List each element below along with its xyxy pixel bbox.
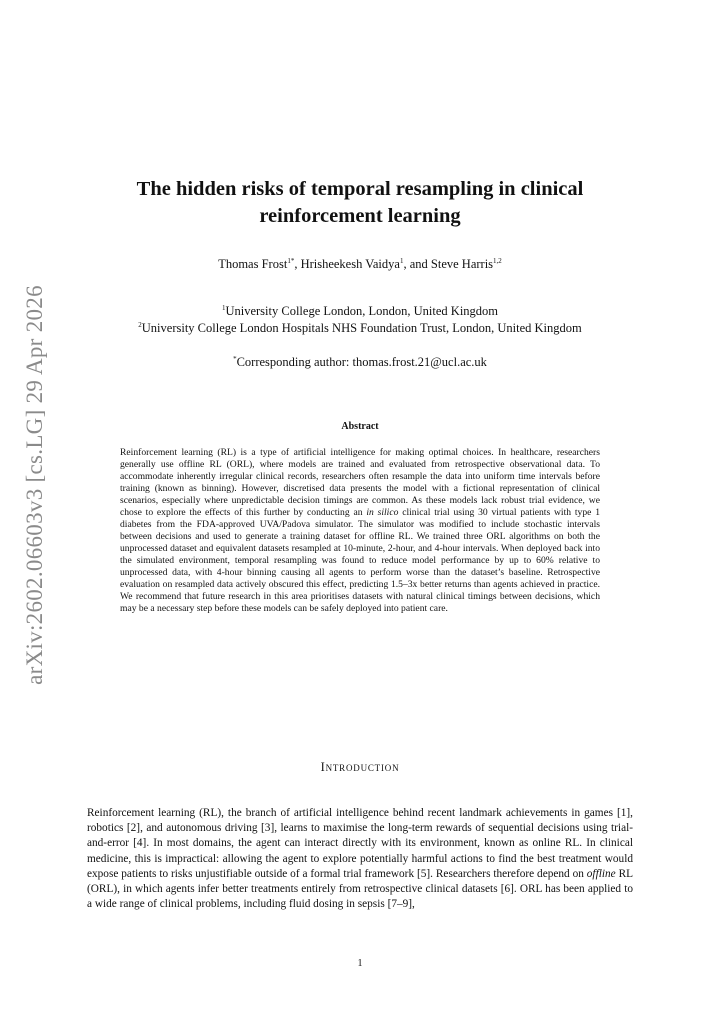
author-list [0, 256, 720, 272]
abstract-text: clinical trial using 30 virtual patients with type 1 diabetes from the FDA-approved UVA/Padova simulator. The simulator was modified to include stochastic intervals between decisions and used to generate a training dataset for offline RL. We trained three ORL algorithms on both the unprocessed dataset and equivalent datasets resampled at 10-minute, 2-hour, and 4-hour intervals. When deployed back into the simulated environment, temporal resampling was found to reduce model performance by up to 60% relative to unprocessed data, with 4-hour binning causing all agents to perform worse than the dataset’s baseline. Retrospective evaluation on resampled data actively obscured this effect, predicting 1.5–3x better returns than agents achieved in practice. We recommend that future research in this area prioritises datasets with natural clinical timings between decisions, which may be a necessary step before these models can be safely deployed into patient care. [120, 507, 600, 614]
introduction-text: RL (ORL), in which agents infer better treatments entirely from retrospective clinical datasets [6]. ORL has been applied to a wide range of clinical problems, including fluid dosing in sepsis [7–9], [87, 867, 633, 911]
author-name: Thomas Frost [218, 257, 288, 271]
page-number: 1 [357, 958, 363, 969]
affiliation-text: University College London, London, United Kingdom [225, 304, 499, 318]
arxiv-sidebar-stamp [18, 285, 52, 685]
author-name: Steve Harris [430, 257, 494, 271]
author-separator: , [294, 257, 301, 271]
abstract-emphasis: in silico [366, 507, 399, 518]
arxiv-identifier: arXiv:2602.06603v3 [cs.LG] 29 Apr 2026 [22, 285, 47, 685]
corresponding-author [0, 354, 720, 370]
abstract-heading: Abstract [341, 421, 379, 432]
introduction-emphasis: offline [586, 867, 616, 880]
introduction-text: Reinforcement learning (RL), the branch of artificial intelligence behind recent landmark achievements in games [1], robotics [2], and autonomous driving [3], learns to maximise the long-term rewards of sequential decisions using trial-and-error [4]. In most domains, the agent can interact directly with its environment, known as online RL. In clinical medicine, this is impractical: allowing the agent to explore potentially harmful actions to find the best treatment would expose patients to risks unjustifiable outside of a formal trial framework [5]. Researchers therefore depend on [87, 807, 633, 880]
author-name: Hrisheekesh Vaidya [300, 257, 400, 271]
author-affiliation-marker: 1* [287, 257, 295, 265]
abstract-body [120, 447, 600, 615]
corresponding-marker: * [233, 355, 237, 363]
corresponding-text: Corresponding author: thomas.frost.21@ucl.ac.uk [236, 355, 487, 369]
affiliation-marker: 2 [138, 321, 142, 329]
affiliation-marker: 1 [221, 304, 226, 312]
abstract-text: Reinforcement learning (RL) is a type of artificial intelligence for making optimal choices. In healthcare, researchers generally use offline RL (ORL), where models are trained and evaluated from retrospective observational data. To accommodate inherently irregular clinical records, researchers often resample the data into uniform time intervals before training (known as binning). However, discretised data presents the model with a fictional representation of clinical scenarios, especially where unpredictable decision timings are common. As these models lack robust trial evidence, we chose to explore the effects of this further by conducting an [120, 447, 600, 518]
author-separator: , and [403, 257, 431, 271]
author-affiliation-marker: 1,2 [493, 257, 502, 265]
author-affiliation-marker: 1 [399, 257, 404, 265]
affiliation-1 [0, 303, 720, 319]
affiliation-2 [0, 320, 720, 336]
introduction-body [87, 806, 633, 912]
affiliation-text: University College London Hospitals NHS Foundation Trust, London, United Kingdom [141, 321, 582, 335]
section-heading-introduction: Introduction [320, 760, 400, 774]
paper-title: The hidden risks of temporal resampling in clinical reinforcement learning [136, 178, 584, 227]
